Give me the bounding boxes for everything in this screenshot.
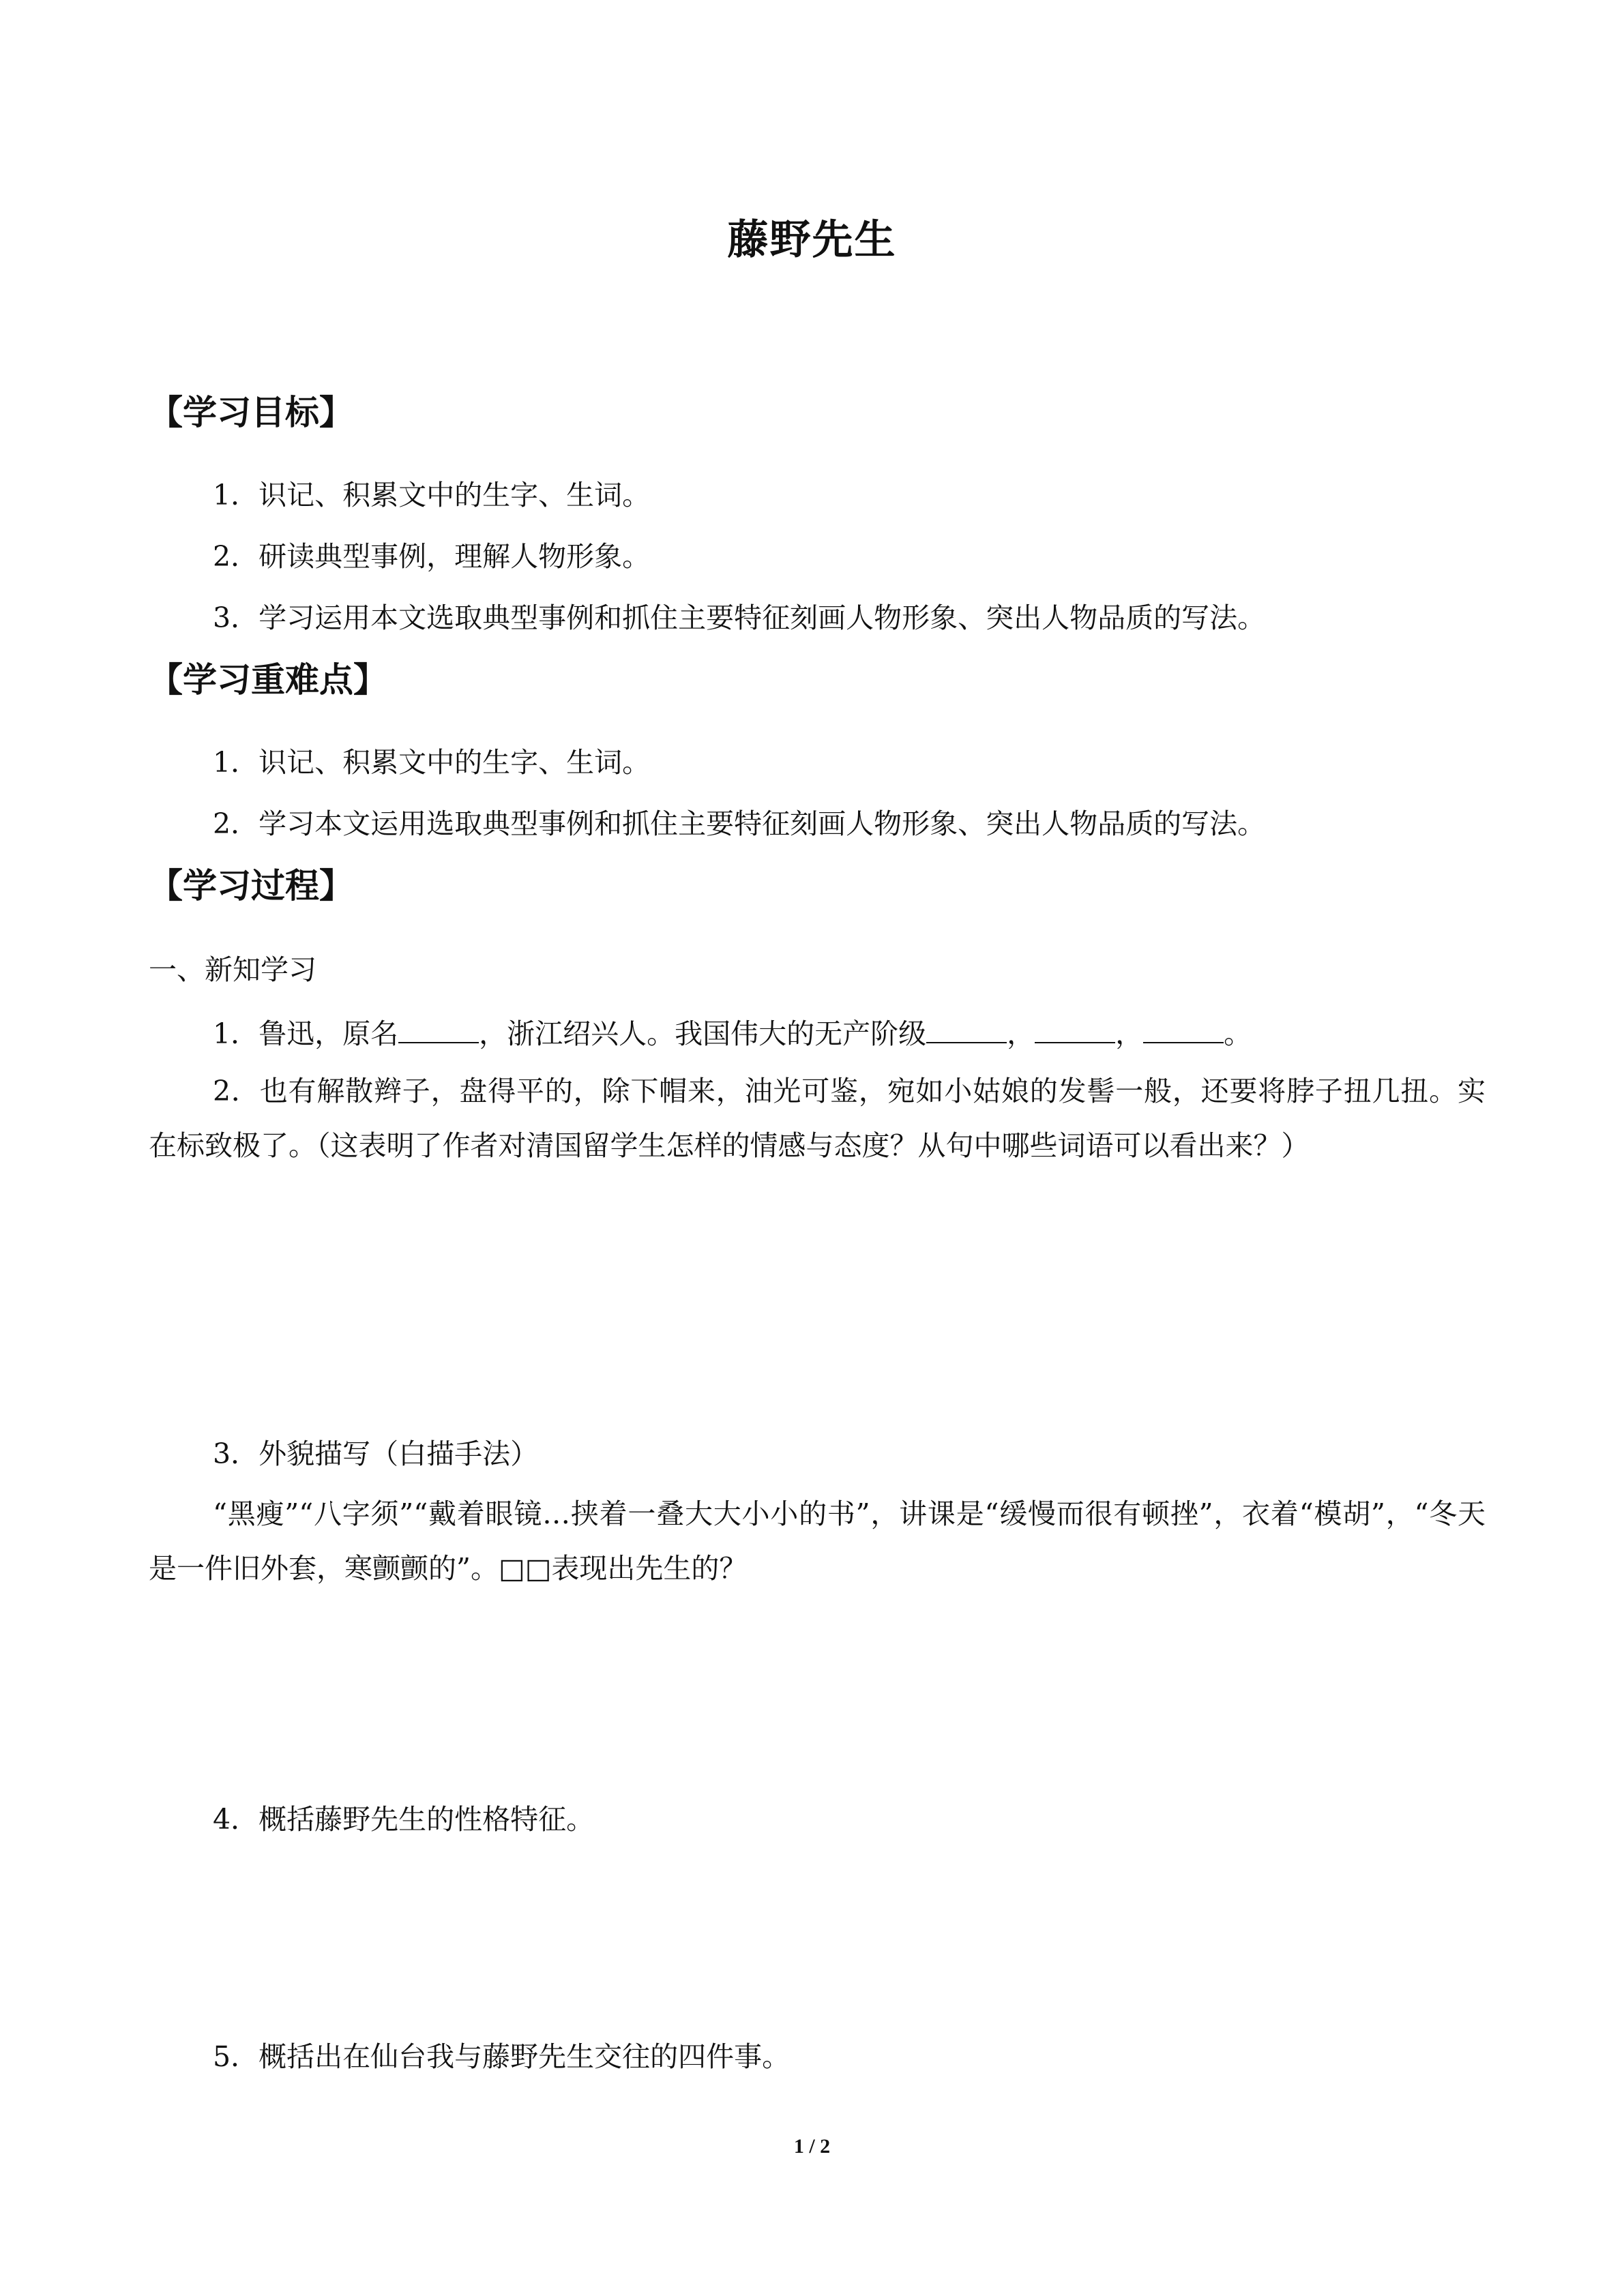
answer-blank-1[interactable] — [926, 1019, 1007, 1043]
question-5: 5．概括出在仙台我与藤野先生交往的四件事。 — [213, 2040, 791, 2073]
question-4: 4．概括藤野先生的性格特征。 — [213, 1803, 595, 1836]
question-1-text-d: ， — [1115, 1017, 1144, 1050]
key-point-item-2: 2．学习本文运用选取典型事例和抓住主要特征刻画人物形象、突出人物品质的写法。 — [213, 807, 1266, 840]
document-title: 藤野先生 — [727, 216, 897, 264]
goal-item-2: 2．研读典型事例，理解人物形象。 — [213, 540, 651, 573]
part-title-new-knowledge: 一、新知学习 — [149, 953, 316, 986]
section-heading-process: 【学习过程】 — [149, 866, 353, 906]
goal-item-1: 1．识记、积累文中的生字、生词。 — [213, 479, 651, 511]
question-2: 2．也有解散辫子，盘得平的，除下帽来，油光可鉴，宛如小姑娘的发髻一般，还要将脖子扭几扭。实在标致极了。（这表明了作者对清国留学生怎样的情感与态度？从句中哪些词语可以看出来？） — [149, 1075, 1486, 1162]
question-1-text-c: ， — [1007, 1017, 1035, 1050]
answer-blank-3[interactable] — [1143, 1019, 1224, 1043]
page-number: 1 / 2 — [793, 2135, 831, 2158]
question-1 — [213, 1013, 1252, 1054]
answer-blank-2[interactable] — [1035, 1019, 1115, 1043]
goal-item-3: 3．学习运用本文选取典型事例和抓住主要特征刻画人物形象、突出人物品质的写法。 — [213, 601, 1266, 634]
section-heading-key-points: 【学习重难点】 — [149, 660, 387, 700]
key-point-item-1: 1．识记、积累文中的生字、生词。 — [213, 746, 651, 779]
question-1-text-a: 1．鲁迅，原名 — [213, 1017, 399, 1050]
answer-blank-original-name[interactable] — [398, 1019, 479, 1043]
question-1-text-b: ，浙江绍兴人。我国伟大的无产阶级 — [479, 1017, 927, 1050]
section-heading-goals: 【学习目标】 — [149, 393, 353, 432]
question-3-title: 3．外貌描写（白描手法） — [213, 1437, 539, 1470]
question-3-text: “黑瘦”“八字须”“戴着眼镜…挟着一叠大大小小的书”，讲课是“缓慢而很有顿挫”，衣着“模胡”，“冬天是一件旧外套，寒颤颤的”。□□表现出先生的？ — [149, 1497, 1486, 1585]
question-1-text-e: 。 — [1224, 1017, 1252, 1050]
